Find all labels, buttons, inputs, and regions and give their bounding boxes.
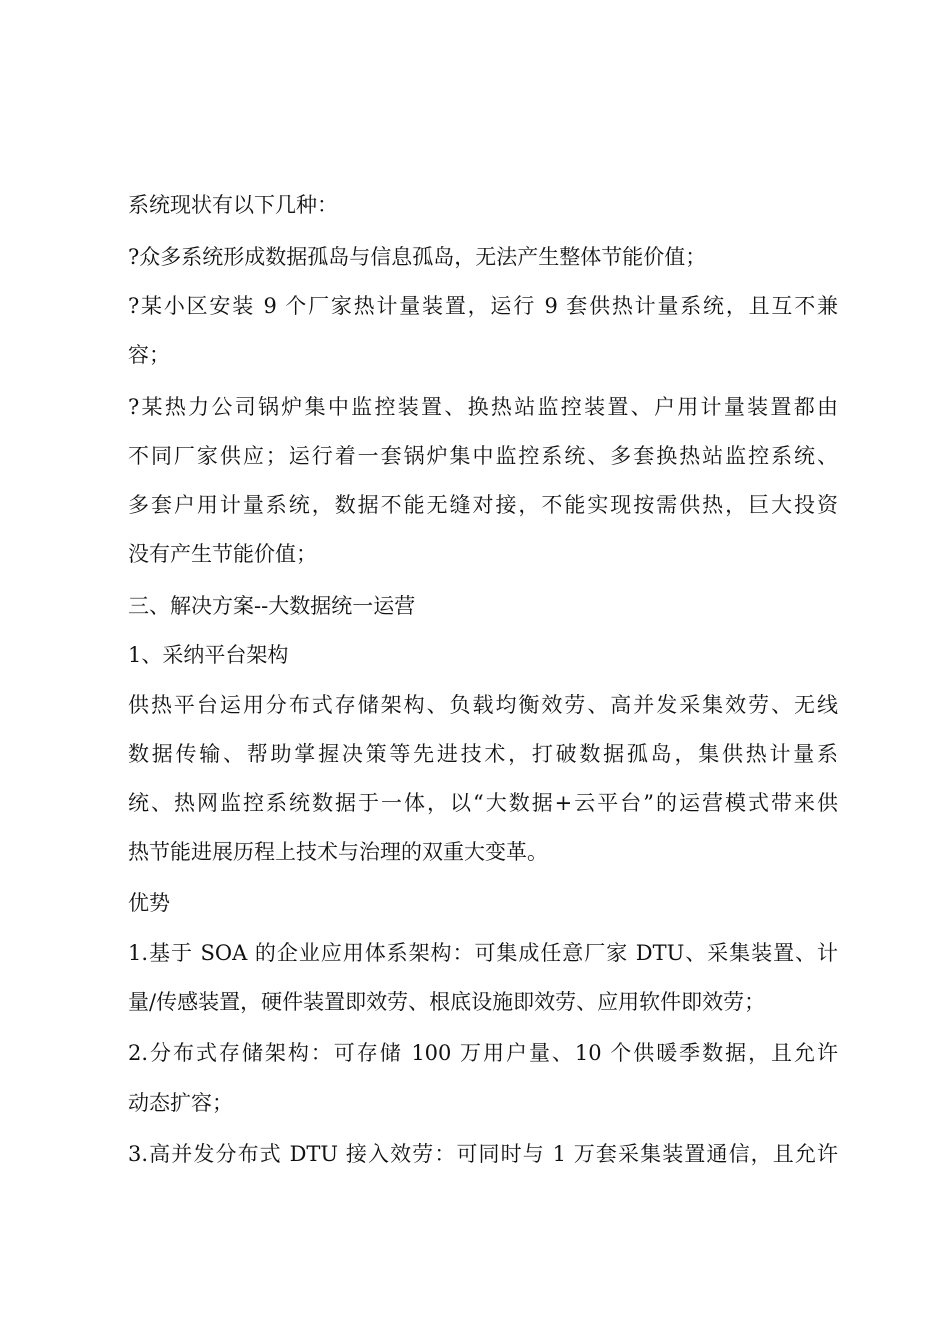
paragraph-line-3: 统、热网监控系统数据于一体，以“大数据+云平台”的运营模式带来供 <box>128 791 838 815</box>
bullet-line-3-cont-1: 不同厂家供应；运行着一套锅炉集中监控系统、多套换热站监控系统、 <box>128 444 838 468</box>
advantage-3-line-1: 3.高并发分布式 DTU 接入效劳：可同时与 1 万套采集装置通信，且允许 <box>128 1142 838 1166</box>
advantages-heading: 优势 <box>128 891 170 915</box>
bullet-line-3-cont-3: 没有产生节能价值； <box>128 542 317 566</box>
bullet-line-1: ?众多系统形成数据孤岛与信息孤岛，无法产生整体节能价值； <box>128 245 707 269</box>
bullet-line-2-cont: 容； <box>128 343 170 367</box>
bullet-line-3: ?某热力公司锅炉集中监控装置、换热站监控装置、户用计量装置都由 <box>128 395 838 419</box>
advantage-2-line-2: 动态扩容； <box>128 1091 233 1115</box>
paragraph-line-2: 数据传输、帮助掌握决策等先进技术，打破数据孤岛，集供热计量系 <box>128 742 838 766</box>
bullet-line-2: ?某小区安装 9 个厂家热计量装置，运行 9 套供热计量系统，且互不兼 <box>128 294 838 318</box>
subsection-heading: 1、采纳平台架构 <box>128 643 289 667</box>
section-heading: 三、解决方案--大数据统一运营 <box>128 594 416 618</box>
advantage-1-line-1: 1.基于 SOA 的企业应用体系架构：可集成任意厂家 DTU、采集装置、计 <box>128 941 838 965</box>
intro-line: 系统现状有以下几种： <box>128 193 338 217</box>
advantage-2-line-1: 2.分布式存储架构：可存储 100 万用户量、10 个供暖季数据，且允许 <box>128 1041 838 1065</box>
bullet-line-3-cont-2: 多套户用计量系统，数据不能无缝对接，不能实现按需供热，巨大投资 <box>128 493 838 517</box>
paragraph-line-1: 供热平台运用分布式存储架构、负载均衡效劳、高并发采集效劳、无线 <box>128 693 838 717</box>
paragraph-line-4: 热节能进展历程上技术与治理的双重大变革。 <box>128 840 548 864</box>
advantage-1-line-2: 量/传感装置，硬件装置即效劳、根底设施即效劳、应用软件即效劳； <box>128 990 766 1014</box>
